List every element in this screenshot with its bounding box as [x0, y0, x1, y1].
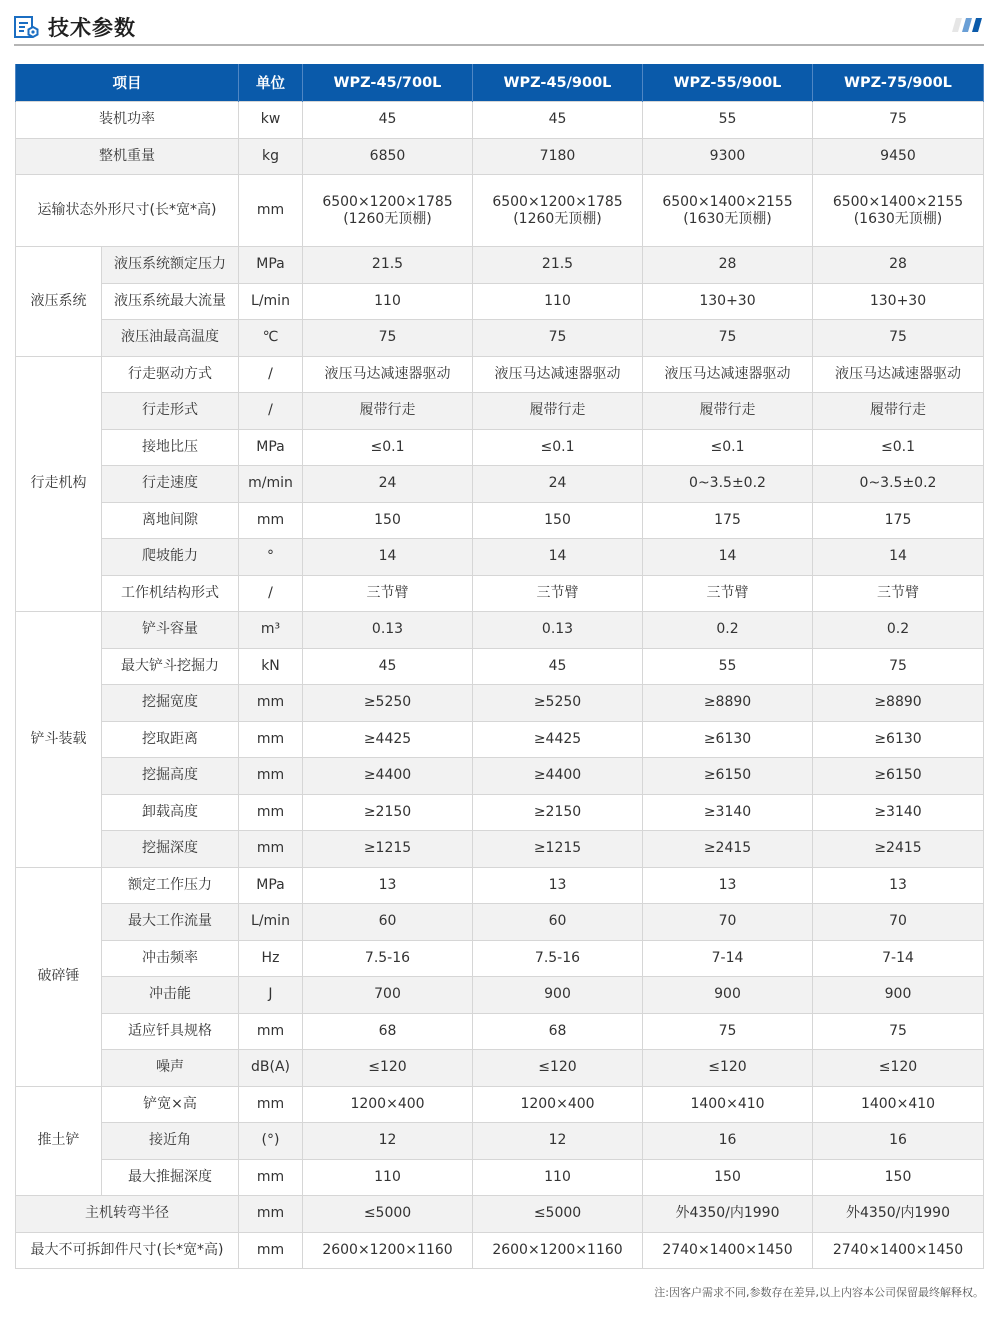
value-cell: 7.5-16	[473, 940, 643, 977]
unit-cell: mm	[239, 831, 303, 868]
value-line: 6500×1400×2155	[832, 193, 964, 210]
value-cell: 履带行走	[473, 393, 643, 430]
value-line: 6500×1200×1785	[322, 193, 453, 210]
table-row	[16, 1159, 984, 1196]
value-cell	[473, 175, 643, 247]
value-cell: 130+30	[813, 283, 984, 320]
value-cell: 液压马达减速器驱动	[473, 356, 643, 393]
value-cell: 28	[643, 247, 813, 284]
item-label: 适应钎具规格	[102, 1013, 239, 1050]
unit-cell: mm	[239, 721, 303, 758]
category-label: 破碎锤	[16, 867, 102, 1086]
value-note: (1630无顶棚)	[853, 210, 943, 227]
value-cell: 14	[303, 539, 473, 576]
page-title: 技术参数	[48, 16, 136, 40]
value-cell: ≥4425	[303, 721, 473, 758]
value-cell	[303, 175, 473, 247]
col-header-model: WPZ-55/900L	[643, 64, 813, 102]
value-cell: 13	[643, 867, 813, 904]
item-label: 液压系统额定压力	[102, 247, 239, 284]
item-label: 行走速度	[102, 466, 239, 503]
value-cell: 7180	[473, 138, 643, 175]
value-cell: 三节臂	[303, 575, 473, 612]
col-header-model: WPZ-45/900L	[473, 64, 643, 102]
unit-cell: L/min	[239, 283, 303, 320]
value-cell: 0.13	[473, 612, 643, 649]
unit-cell: kw	[239, 102, 303, 139]
unit-cell: /	[239, 575, 303, 612]
value-note: (1260无顶棚)	[513, 210, 602, 227]
item-label: 液压系统最大流量	[102, 283, 239, 320]
value-cell: ≥2150	[473, 794, 643, 831]
value-cell: 0.2	[643, 612, 813, 649]
table-row	[16, 1232, 984, 1269]
value-cell: 45	[303, 648, 473, 685]
table-row	[16, 1196, 984, 1233]
value-cell: ≥5250	[473, 685, 643, 722]
value-cell: 110	[303, 283, 473, 320]
value-cell: 45	[303, 102, 473, 139]
value-cell: 900	[813, 977, 984, 1014]
item-label: 额定工作压力	[102, 867, 239, 904]
item-label: 接近角	[102, 1123, 239, 1160]
unit-cell: °	[239, 539, 303, 576]
value-cell: ≥6130	[813, 721, 984, 758]
value-cell: ≥4425	[473, 721, 643, 758]
value-cell: 75	[813, 102, 984, 139]
value-cell: 2600×1200×1160	[473, 1232, 643, 1269]
value-line: 6500×1200×1785	[492, 193, 623, 210]
value-cell: 7-14	[643, 940, 813, 977]
col-header-model: WPZ-75/900L	[813, 64, 984, 102]
value-cell: 0~3.5±0.2	[813, 466, 984, 503]
table-row	[16, 977, 984, 1014]
item-label: 最大铲斗挖掘力	[102, 648, 239, 685]
table-row	[16, 867, 984, 904]
value-cell: 75	[813, 1013, 984, 1050]
value-cell: 110	[303, 1159, 473, 1196]
category-label: 液压系统	[16, 247, 102, 357]
value-cell: 0.13	[303, 612, 473, 649]
value-cell: 9300	[643, 138, 813, 175]
unit-cell: L/min	[239, 904, 303, 941]
item-label: 工作机结构形式	[102, 575, 239, 612]
table-row	[16, 502, 984, 539]
value-cell: 履带行走	[813, 393, 984, 430]
value-cell: 2600×1200×1160	[303, 1232, 473, 1269]
item-label: 运输状态外形尺寸(长*宽*高)	[16, 175, 239, 247]
value-cell: 130+30	[643, 283, 813, 320]
unit-cell: mm	[239, 758, 303, 795]
value-cell: 1400×410	[813, 1086, 984, 1123]
value-cell: ≤0.1	[303, 429, 473, 466]
value-cell: 1200×400	[303, 1086, 473, 1123]
value-cell: ≤0.1	[473, 429, 643, 466]
table-row	[16, 429, 984, 466]
value-cell: 0.2	[813, 612, 984, 649]
value-cell: ≤120	[643, 1050, 813, 1087]
table-row	[16, 685, 984, 722]
col-header-model: WPZ-45/700L	[303, 64, 473, 102]
table-row	[16, 940, 984, 977]
value-cell: ≥2415	[813, 831, 984, 868]
table-row	[16, 1050, 984, 1087]
value-cell: 150	[813, 1159, 984, 1196]
value-cell: 75	[473, 320, 643, 357]
unit-cell: dB(A)	[239, 1050, 303, 1087]
value-cell: ≥6150	[643, 758, 813, 795]
item-label: 铲宽×高	[102, 1086, 239, 1123]
item-label: 噪声	[102, 1050, 239, 1087]
value-note: (1630无顶棚)	[683, 210, 772, 227]
col-header-item: 项目	[16, 64, 239, 102]
unit-cell: mm	[239, 1013, 303, 1050]
table-row	[16, 1086, 984, 1123]
value-cell: 2740×1400×1450	[813, 1232, 984, 1269]
item-label: 接地比压	[102, 429, 239, 466]
value-cell: ≥2150	[303, 794, 473, 831]
value-cell: ≥6150	[813, 758, 984, 795]
value-cell: 900	[473, 977, 643, 1014]
value-cell: 150	[303, 502, 473, 539]
unit-cell: mm	[239, 1232, 303, 1269]
value-cell: 28	[813, 247, 984, 284]
value-cell: 液压马达减速器驱动	[643, 356, 813, 393]
table-row	[16, 175, 984, 247]
value-cell: 16	[643, 1123, 813, 1160]
table-row	[16, 758, 984, 795]
category-label: 铲斗装载	[16, 612, 102, 868]
value-cell: ≤5000	[303, 1196, 473, 1233]
item-label: 装机功率	[16, 102, 239, 139]
value-cell: 13	[303, 867, 473, 904]
item-label: 行走形式	[102, 393, 239, 430]
table-row	[16, 466, 984, 503]
value-cell: 110	[473, 283, 643, 320]
item-label: 卸载高度	[102, 794, 239, 831]
value-cell: ≥6130	[643, 721, 813, 758]
unit-cell: kg	[239, 138, 303, 175]
unit-cell: mm	[239, 1086, 303, 1123]
value-cell: 700	[303, 977, 473, 1014]
item-label: 挖掘深度	[102, 831, 239, 868]
unit-cell: MPa	[239, 247, 303, 284]
category-label: 行走机构	[16, 356, 102, 612]
value-cell	[813, 175, 984, 247]
value-cell: ≤0.1	[813, 429, 984, 466]
value-cell: 24	[473, 466, 643, 503]
value-cell: ≥3140	[643, 794, 813, 831]
value-cell: ≤120	[813, 1050, 984, 1087]
table-row	[16, 1013, 984, 1050]
item-label: 挖取距离	[102, 721, 239, 758]
table-row	[16, 575, 984, 612]
unit-cell: MPa	[239, 429, 303, 466]
unit-cell: ℃	[239, 320, 303, 357]
item-label: 冲击能	[102, 977, 239, 1014]
value-cell: 45	[473, 648, 643, 685]
unit-cell: /	[239, 356, 303, 393]
value-cell: 16	[813, 1123, 984, 1160]
value-cell: 75	[813, 320, 984, 357]
table-row	[16, 612, 984, 649]
unit-cell: kN	[239, 648, 303, 685]
value-cell: 70	[813, 904, 984, 941]
unit-cell: J	[239, 977, 303, 1014]
value-cell: ≥2415	[643, 831, 813, 868]
value-cell: 三节臂	[473, 575, 643, 612]
value-cell: 13	[473, 867, 643, 904]
unit-cell: m³	[239, 612, 303, 649]
value-cell: 外4350/内1990	[643, 1196, 813, 1233]
item-label: 行走驱动方式	[102, 356, 239, 393]
value-cell: 70	[643, 904, 813, 941]
col-header-unit: 单位	[239, 64, 303, 102]
value-cell: ≥4400	[473, 758, 643, 795]
value-cell: 60	[303, 904, 473, 941]
unit-cell: mm	[239, 794, 303, 831]
value-cell: 900	[643, 977, 813, 1014]
value-cell: 2740×1400×1450	[643, 1232, 813, 1269]
value-cell: 68	[303, 1013, 473, 1050]
table-row	[16, 721, 984, 758]
spec-table	[15, 64, 984, 1269]
value-cell: 外4350/内1990	[813, 1196, 984, 1233]
value-cell: ≥5250	[303, 685, 473, 722]
value-cell: 履带行走	[303, 393, 473, 430]
value-cell: 75	[643, 320, 813, 357]
value-cell: 55	[643, 648, 813, 685]
unit-cell: MPa	[239, 867, 303, 904]
value-cell: 液压马达减速器驱动	[303, 356, 473, 393]
table-row	[16, 283, 984, 320]
unit-cell: mm	[239, 175, 303, 247]
value-cell: ≤5000	[473, 1196, 643, 1233]
table-row	[16, 393, 984, 430]
item-label: 挖掘高度	[102, 758, 239, 795]
table-row	[16, 102, 984, 139]
table-row	[16, 648, 984, 685]
value-cell: ≤120	[473, 1050, 643, 1087]
value-cell: 175	[813, 502, 984, 539]
table-row	[16, 247, 984, 284]
value-cell: 1200×400	[473, 1086, 643, 1123]
value-cell: 1400×410	[643, 1086, 813, 1123]
value-cell: ≤120	[303, 1050, 473, 1087]
table-row	[16, 320, 984, 357]
value-cell: ≥8890	[643, 685, 813, 722]
item-label: 最大工作流量	[102, 904, 239, 941]
table-row	[16, 904, 984, 941]
stripe-bars-icon	[952, 18, 982, 32]
value-cell: 75	[303, 320, 473, 357]
value-cell: 12	[473, 1123, 643, 1160]
value-cell: 9450	[813, 138, 984, 175]
value-cell: 履带行走	[643, 393, 813, 430]
table-row	[16, 138, 984, 175]
unit-cell: mm	[239, 502, 303, 539]
value-cell: ≥8890	[813, 685, 984, 722]
table-row	[16, 831, 984, 868]
value-cell: ≤0.1	[643, 429, 813, 466]
value-cell: 13	[813, 867, 984, 904]
value-cell: 7.5-16	[303, 940, 473, 977]
value-cell: 6850	[303, 138, 473, 175]
unit-cell: Hz	[239, 940, 303, 977]
value-cell: 14	[813, 539, 984, 576]
value-cell: ≥1215	[473, 831, 643, 868]
item-label: 整机重量	[16, 138, 239, 175]
item-label: 最大推掘深度	[102, 1159, 239, 1196]
section-header	[14, 10, 984, 46]
value-cell: 21.5	[473, 247, 643, 284]
value-cell: 0~3.5±0.2	[643, 466, 813, 503]
category-label: 推土铲	[16, 1086, 102, 1196]
value-cell: 45	[473, 102, 643, 139]
value-cell: 21.5	[303, 247, 473, 284]
value-cell: ≥3140	[813, 794, 984, 831]
unit-cell: (°)	[239, 1123, 303, 1160]
value-cell: 110	[473, 1159, 643, 1196]
value-cell: 55	[643, 102, 813, 139]
table-row	[16, 1123, 984, 1160]
unit-cell: /	[239, 393, 303, 430]
value-cell: 14	[643, 539, 813, 576]
value-cell: 68	[473, 1013, 643, 1050]
item-label: 主机转弯半径	[16, 1196, 239, 1233]
table-header-row	[16, 64, 984, 102]
value-cell: 三节臂	[813, 575, 984, 612]
value-cell: 150	[643, 1159, 813, 1196]
table-row	[16, 794, 984, 831]
table-row	[16, 356, 984, 393]
item-label: 挖掘宽度	[102, 685, 239, 722]
value-cell: 14	[473, 539, 643, 576]
item-label: 最大不可拆卸件尺寸(长*宽*高)	[16, 1232, 239, 1269]
item-label: 离地间隙	[102, 502, 239, 539]
value-cell: 150	[473, 502, 643, 539]
value-cell: ≥4400	[303, 758, 473, 795]
value-cell: 12	[303, 1123, 473, 1160]
spec-sheet-icon	[14, 16, 40, 40]
value-note: (1260无顶棚)	[343, 210, 432, 227]
unit-cell: mm	[239, 685, 303, 722]
value-cell: 三节臂	[643, 575, 813, 612]
unit-cell: mm	[239, 1159, 303, 1196]
value-cell: 75	[813, 648, 984, 685]
item-label: 液压油最高温度	[102, 320, 239, 357]
value-cell: 7-14	[813, 940, 984, 977]
unit-cell: m/min	[239, 466, 303, 503]
value-cell: 60	[473, 904, 643, 941]
value-cell: 75	[643, 1013, 813, 1050]
value-line: 6500×1400×2155	[662, 193, 793, 210]
value-cell: 液压马达减速器驱动	[813, 356, 984, 393]
footnote: 注:因客户需求不同,参数存在差异,以上内容本公司保留最终解释权。	[654, 1286, 984, 1299]
item-label: 冲击频率	[102, 940, 239, 977]
table-row	[16, 539, 984, 576]
item-label: 爬坡能力	[102, 539, 239, 576]
value-cell: ≥1215	[303, 831, 473, 868]
value-cell: 24	[303, 466, 473, 503]
value-cell	[643, 175, 813, 247]
unit-cell: mm	[239, 1196, 303, 1233]
item-label: 铲斗容量	[102, 612, 239, 649]
value-cell: 175	[643, 502, 813, 539]
